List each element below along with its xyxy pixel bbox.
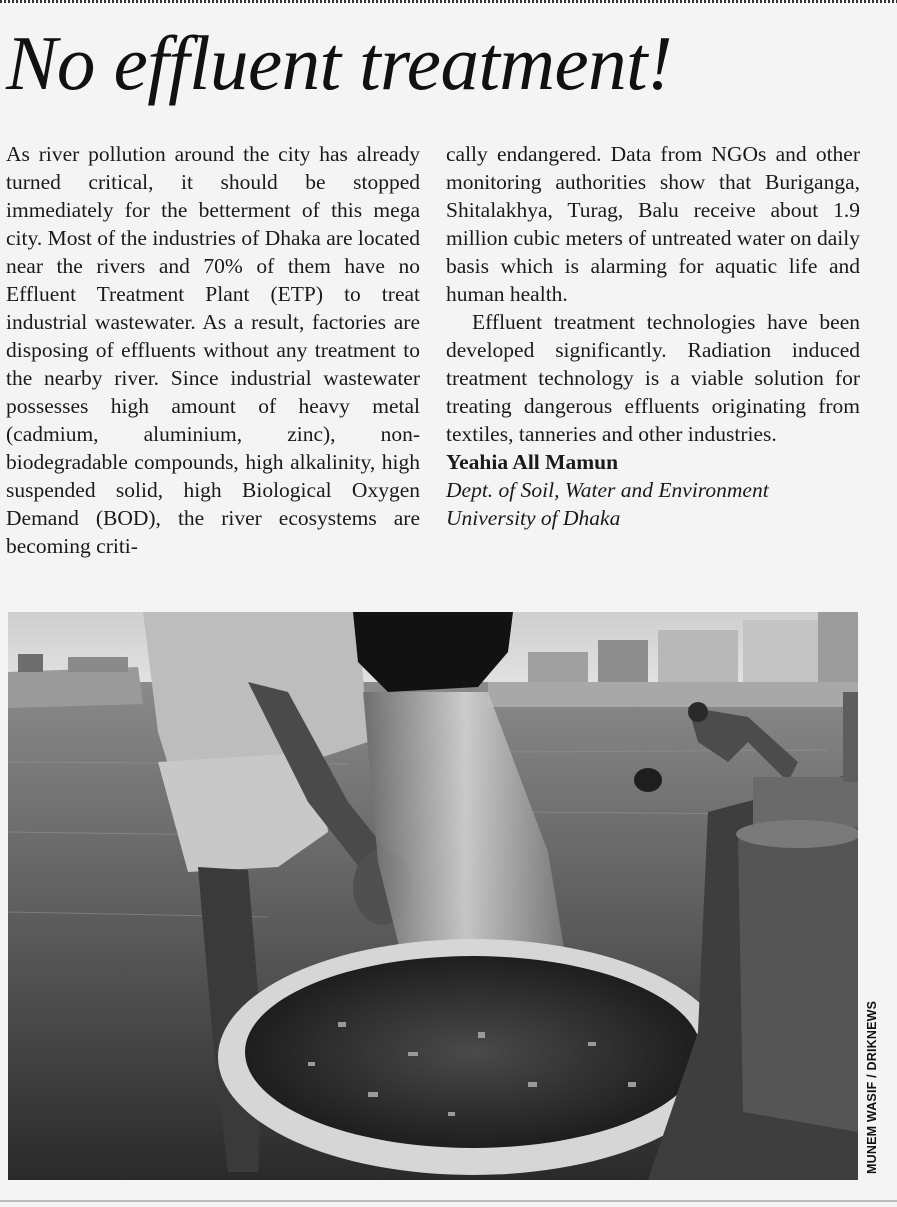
bottom-rule [0, 1200, 897, 1202]
background-worker-head [688, 702, 708, 722]
drum-back [843, 692, 858, 782]
photo-credit [858, 612, 890, 1180]
article-column-left [6, 140, 420, 560]
body-paragraph-2: Effluent treatment technologies have been developed significantly. Radiation induced treatment technology is a viable solution for treating dangerous effluents originating from textiles, tanneries and other industries. [446, 310, 860, 446]
article-photo [8, 612, 858, 1180]
author-name: Yeahia All Mamun [446, 450, 619, 474]
article-column-right [446, 140, 860, 532]
far-bank-left [8, 667, 143, 708]
author-university: University of Dhaka [446, 506, 621, 530]
body-paragraph-1-continued: cally endangered. Data from NGOs and other monitoring authorities show that Buriganga, Shitalakhya, Turag, Balu receive about 1.9 million cubic meters of untreated water on daily basis which is alarming for aquatic life and human health. [446, 142, 860, 306]
photo-credit-text: MUNEM WASIF / DRIKNEWS [865, 1000, 879, 1174]
body-paragraph-1: As river pollution around the city has already turned critical, it should be stopped immediately for the betterment of this mega city. Most of the industries of Dhaka are located near the rivers and 70% of them have no Effluent Treatment Plant (ETP) to treat industrial wastewater. As a result, factories are disposing of effluents without any treatment to the nearby river. Since industrial wastewater possesses high amount of heavy metal (cadmium, aluminium, zinc), non-biodegradable compounds, high alkalinity, high suspended solid, high Biological Oxygen Demand (BOD), the river ecosystems are becoming criti- [6, 142, 420, 558]
article-headline: No effluent treatment! [6, 20, 673, 106]
author-department: Dept. of Soil, Water and Environment [446, 478, 769, 502]
top-dotted-rule [0, 0, 897, 3]
basket-contents [245, 956, 701, 1148]
drum-lower [738, 827, 858, 1132]
drum-rim [736, 820, 858, 848]
background-pot [634, 768, 662, 792]
